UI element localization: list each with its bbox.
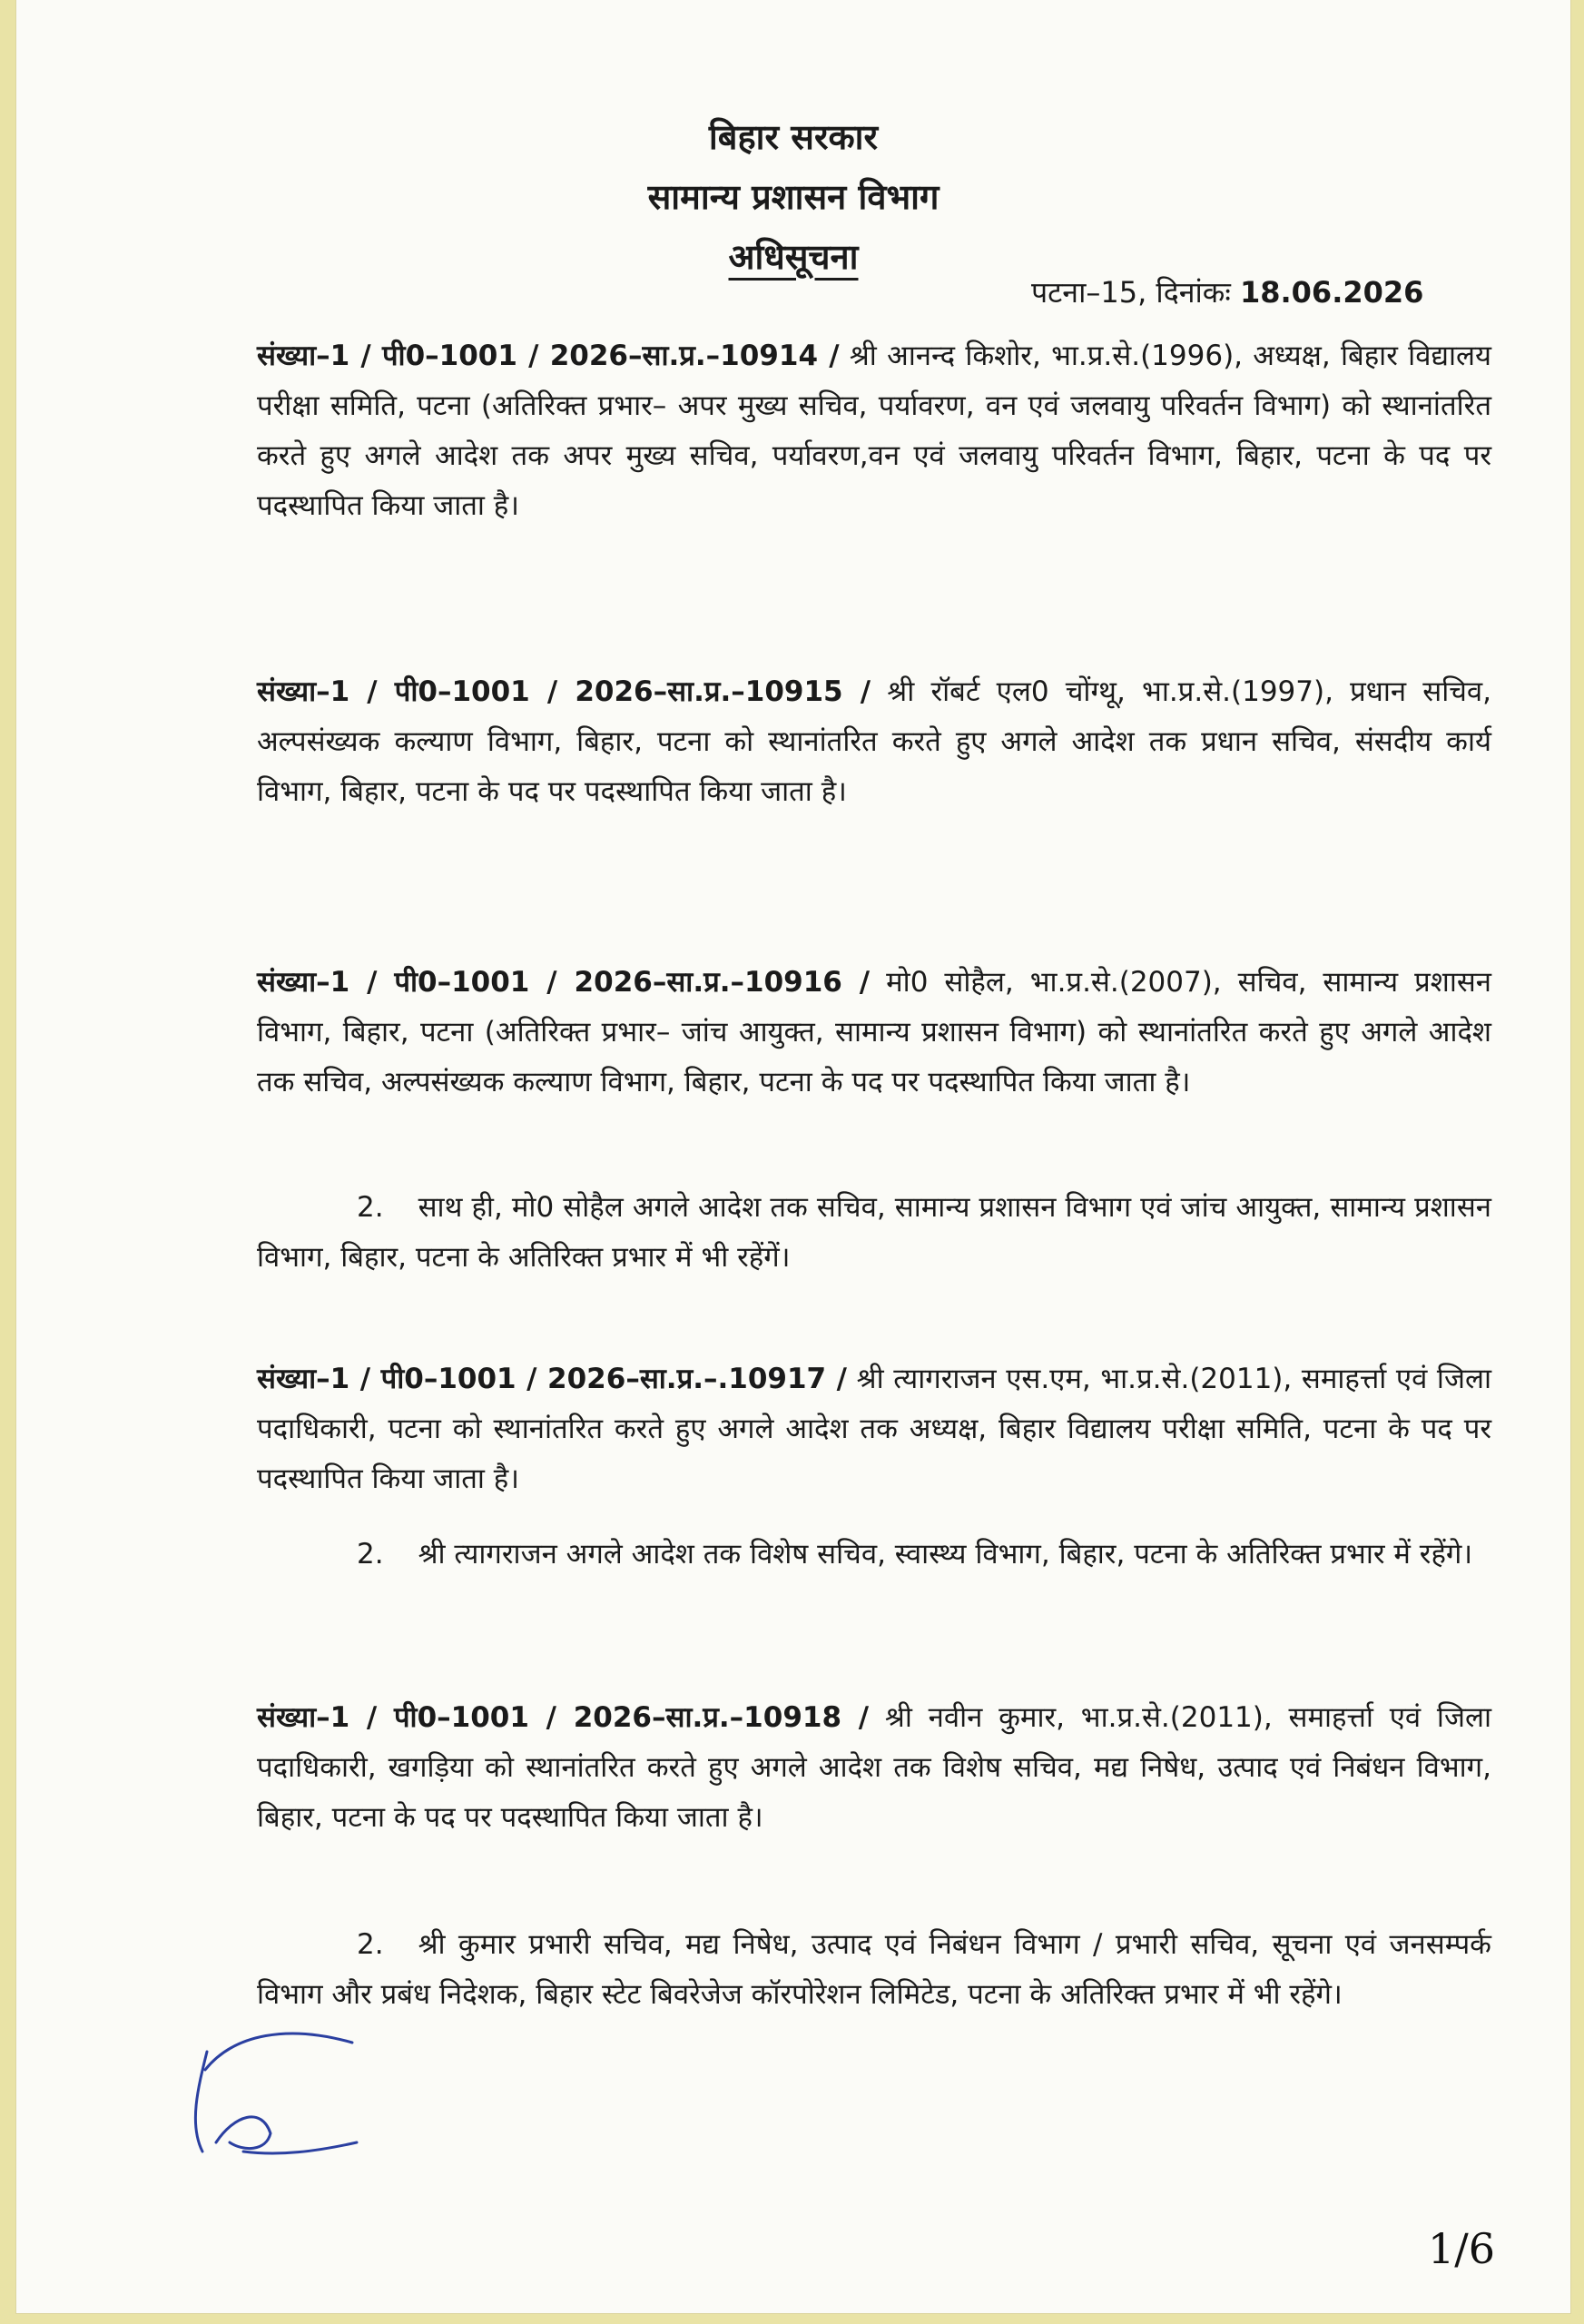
subclause-index: 2. — [357, 1538, 384, 1571]
order-paragraph — [257, 1354, 1491, 1504]
subclause-text: श्री कुमार प्रभारी सचिव, मद्य निषेध, उत्पाद एवं निबंधन विभाग / प्रभारी सचिव, सूचना एवं जनसम्पर्क विभाग और प्रबंध निदेशक, बिहार स्टेट बिवरेजेज कॉरपोरेशन लिमिटेड, पटना के अतिरिक्त प्रभार में भी रहेंगे। — [257, 1928, 1491, 2011]
subclause-index: 2. — [357, 1191, 384, 1224]
order-text: श्री नवीन कुमार, भा.प्र.से.(2011), समाहर्त्ता एवं जिला पदाधिकारी, खगड़िया को स्थानांतरित करते हुए अगले आदेश तक विशेष सचिव, मद्य निषेध, उत्पाद एवं निबंधन विभाग, बिहार, पटना के पद पर पदस्थापित किया जाता है। — [257, 1701, 1491, 1834]
issue-date: 18.06.2026 — [1239, 275, 1424, 310]
document-page — [16, 0, 1570, 2313]
order-number: संख्या–1 / पी0–1001 / 2026–सा.प्र.–.10917 / — [257, 1363, 848, 1395]
document-header — [16, 107, 1570, 287]
order-subclause — [257, 1920, 1491, 2020]
order-paragraph — [257, 958, 1491, 1108]
order-subclause — [257, 1530, 1491, 1580]
order-text: मो0 सोहैल, भा.प्र.से.(2007), सचिव, सामान्य प्रशासन विभाग, बिहार, पटना (अतिरिक्त प्रभार– जांच आयुक्त, सामान्य प्रशासन विभाग) को स्थानांतरित करते हुए अगले आदेश तक सचिव, अल्पसंख्यक कल्याण विभाग, बिहार, पटना के पद पर पदस्थापित किया जाता है। — [257, 966, 1492, 1098]
department-name: सामान्य प्रशासन विभाग — [647, 177, 940, 217]
subclause-text: श्री त्यागराजन अगले आदेश तक विशेष सचिव, स्वास्थ्य विभाग, बिहार, पटना के अतिरिक्त प्रभार में रहेंगे। — [418, 1538, 1473, 1571]
order-paragraph — [257, 331, 1491, 531]
order-paragraph — [257, 667, 1491, 817]
order-text: श्री रॉबर्ट एल0 चोंग्थू, भा.प्र.से.(1997), प्रधान सचिव, अल्पसंख्यक कल्याण विभाग, बिहार, पटना को स्थानांतरित करते हुए अगले आदेश तक प्रधान सचिव, संसदीय कार्य विभाग, बिहार, पटना के पद पर पदस्थापित किया जाता है। — [257, 675, 1492, 808]
place-date-line — [1031, 272, 1423, 311]
government-name: बिहार सरकार — [708, 117, 879, 157]
order-number: संख्या–1 / पी0–1001 / 2026–सा.प्र.–10916 / — [257, 966, 871, 999]
order-text: श्री आनन्द किशोर, भा.प्र.से.(1996), अध्यक्ष, बिहार विद्यालय परीक्षा समिति, पटना (अतिरिक्त प्रभार– अपर मुख्य सचिव, पर्यावरण, वन एवं जलवायु परिवर्तन विभाग) को स्थानांतरित करते हुए अगले आदेश तक अपर मुख्य सचिव, पर्यावरण,वन एवं जलवायु परिवर्तन विभाग, बिहार, पटना के पद पर पदस्थापित किया जाता है। — [257, 340, 1492, 522]
order-number: संख्या–1 / पी0–1001 / 2026–सा.प्र.–10915 / — [257, 675, 871, 708]
order-subclause — [257, 1183, 1491, 1283]
page-number: 1/6 — [1428, 2224, 1496, 2273]
subclause-text: साथ ही, मो0 सोहैल अगले आदेश तक सचिव, सामान्य प्रशासन विभाग एवं जांच आयुक्त, सामान्य प्रशासन विभाग, बिहार, पटना के अतिरिक्त प्रभार में भी रहेंगें। — [257, 1191, 1491, 1274]
subclause-index: 2. — [357, 1928, 384, 1961]
notification-title: अधिसूचना — [728, 237, 859, 277]
order-number: संख्या–1 / पी0–1001 / 2026–सा.प्र.–10918 / — [257, 1701, 870, 1734]
order-number: संख्या–1 / पी0–1001 / 2026–सा.प्र.–10914 / — [257, 340, 840, 372]
order-paragraph — [257, 1693, 1491, 1843]
order-text: श्री त्यागराजन एस.एम, भा.प्र.से.(2011), समाहर्त्ता एवं जिला पदाधिकारी, पटना को स्थानांतरित करते हुए अगले आदेश तक अध्यक्ष, बिहार विद्यालय परीक्षा समिति, पटना के पद पर पदस्थापित किया जाता है। — [257, 1363, 1492, 1495]
place-label: पटना–15, दिनांकः — [1031, 275, 1231, 310]
initials-signature — [180, 2015, 379, 2179]
